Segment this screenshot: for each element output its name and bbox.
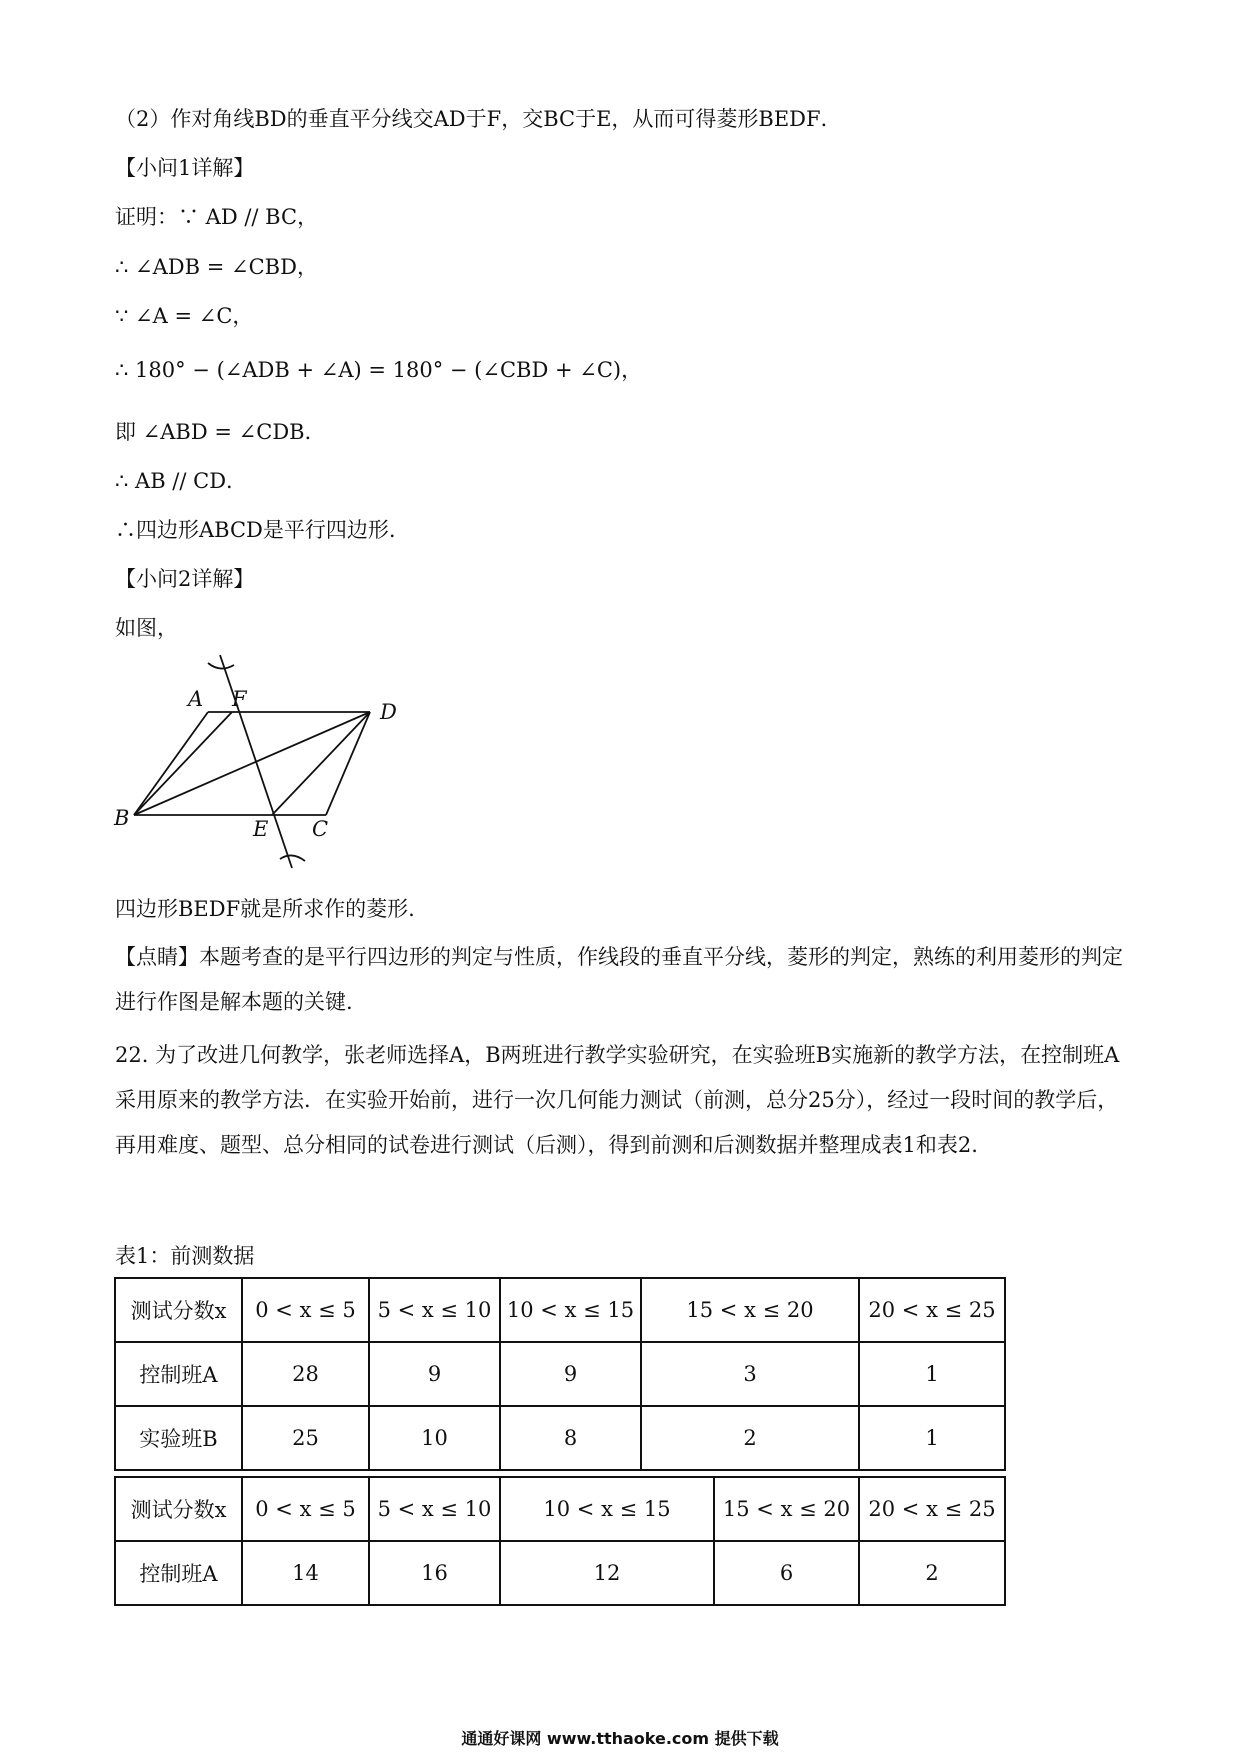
table-header-cell: 0 < x ≤ 5	[242, 1278, 369, 1342]
table1-caption: 表1：前测数据	[115, 1244, 255, 1268]
table-cell: 2	[859, 1541, 1005, 1605]
comment-paragraph	[115, 935, 1125, 1025]
point-label-B: B	[114, 806, 130, 830]
segment-ED	[272, 712, 370, 815]
table-cell: 1	[859, 1342, 1005, 1406]
subquestion-2-heading: 【小问2详解】	[115, 567, 255, 591]
table-header-cell: 10 < x ≤ 15	[500, 1477, 714, 1541]
arc-mark-bottom	[280, 855, 305, 861]
table-cell: 1	[859, 1406, 1005, 1470]
problem-22-text: 22. 为了改进几何教学，张老师选择A，B两班进行教学实验研究，在实验班B实施新的教学方法，在控制班A采用原来的教学方法．在实验开始前，进行一次几何能力测试（前测，总分25分），经过一段时间的教学后，再用难度、题型、总分相同的试卷进行测试（后测），得到前测和后测数据并整理成表1和表2.	[115, 1043, 1120, 1157]
table-cell: 2	[641, 1406, 859, 1470]
proof-line-2: ∴ ∠ADB = ∠CBD，	[115, 255, 318, 279]
page-footer: 通通好课网 www.tthaoke.com 提供下载	[461, 1729, 779, 1748]
proof-conclusion: ∴四边形ABCD是平行四边形.	[115, 518, 396, 542]
proof-line-4: ∴ 180° − (∠ADB + ∠A) = 180° − (∠CBD + ∠C)，	[115, 358, 643, 382]
table-2	[114, 1476, 1006, 1606]
table-cell: 9	[500, 1342, 641, 1406]
table-row	[115, 1541, 1005, 1605]
proof-line-5: 即 ∠ABD = ∠CDB．	[115, 420, 326, 444]
figure-intro: 如图，	[115, 616, 178, 640]
table-header-cell: 15 < x ≤ 20	[641, 1278, 859, 1342]
table-header-cell: 20 < x ≤ 25	[859, 1477, 1005, 1541]
table-header-row	[115, 1477, 1005, 1541]
point-label-D: D	[380, 700, 397, 724]
solution-line-construction: （2）作对角线BD的垂直平分线交AD于F，交BC于E，从而可得菱形BEDF．	[115, 107, 842, 131]
table-cell: 25	[242, 1406, 369, 1470]
table-cell: 8	[500, 1406, 641, 1470]
comment-text: 【点睛】本题考查的是平行四边形的判定与性质，作线段的垂直平分线，菱形的判定，熟练的利用菱形的判定进行作图是解本题的关键.	[115, 945, 1123, 1014]
table-cell: 控制班A	[115, 1541, 242, 1605]
subquestion-1-heading: 【小问1详解】	[115, 156, 255, 180]
table-header-cell: 10 < x ≤ 15	[500, 1278, 641, 1342]
table-cell: 28	[242, 1342, 369, 1406]
table-header-cell: 测试分数x	[115, 1278, 242, 1342]
table-cell: 3	[641, 1342, 859, 1406]
table-header-row	[115, 1278, 1005, 1342]
table-cell: 9	[369, 1342, 500, 1406]
table-cell: 14	[242, 1541, 369, 1605]
table-cell: 16	[369, 1541, 500, 1605]
table-header-cell: 0 < x ≤ 5	[242, 1477, 369, 1541]
arc-mark-top	[208, 663, 234, 669]
proof-line-3: ∵ ∠A = ∠C，	[115, 304, 254, 328]
point-label-C: C	[312, 817, 329, 841]
table-header-cell: 15 < x ≤ 20	[714, 1477, 859, 1541]
segment-BD	[134, 712, 370, 815]
point-label-F: F	[232, 687, 247, 711]
figure-conclusion: 四边形BEDF就是所求作的菱形.	[115, 897, 415, 921]
table-cell: 控制班A	[115, 1342, 242, 1406]
table-1	[114, 1277, 1006, 1471]
point-label-E: E	[253, 817, 269, 841]
point-label-A: A	[188, 687, 204, 711]
problem-22-paragraph	[115, 1033, 1125, 1168]
table-row	[115, 1406, 1005, 1470]
rhombus-construction-figure	[108, 655, 428, 880]
table-cell: 实验班B	[115, 1406, 242, 1470]
proof-line-1: 证明：∵ AD // BC，	[115, 205, 319, 229]
table-header-cell: 测试分数x	[115, 1477, 242, 1541]
table-header-cell: 5 < x ≤ 10	[369, 1278, 500, 1342]
table-cell: 6	[714, 1541, 859, 1605]
proof-line-6: ∴ AB // CD．	[115, 469, 248, 493]
table-header-cell: 5 < x ≤ 10	[369, 1477, 500, 1541]
table-row	[115, 1342, 1005, 1406]
segment-BF	[134, 712, 232, 815]
table-header-cell: 20 < x ≤ 25	[859, 1278, 1005, 1342]
table-cell: 10	[369, 1406, 500, 1470]
table-cell: 12	[500, 1541, 714, 1605]
